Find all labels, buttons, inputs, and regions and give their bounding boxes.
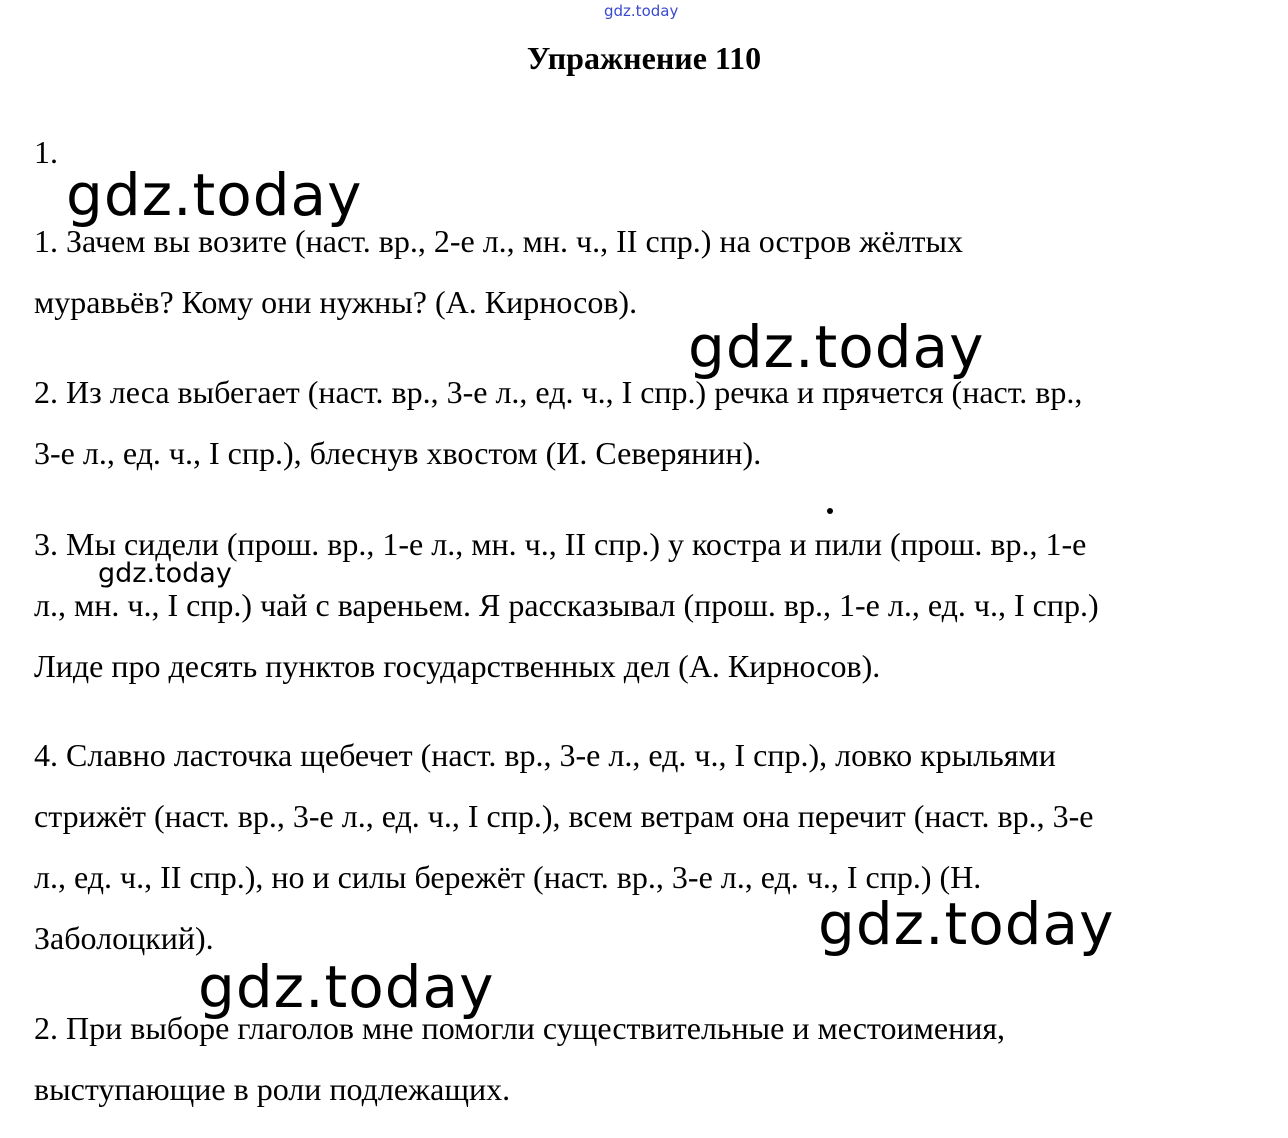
item-3-line-2: л., мн. ч., I спр.) чай с вареньем. Я рассказывал (прош. вр., 1-е л., ед. ч., I спр.): [34, 587, 1099, 623]
watermark-4: gdz.today: [818, 890, 1115, 958]
item-2-line-1: 2. Из леса выбегает (наст. вр., 3-е л., ед. ч., I спр.) речка и прячется (наст. вр.,: [34, 374, 1083, 410]
item-2-line-2: 3-е л., ед. ч., I спр.), блеснув хвостом (И. Северянин).: [34, 435, 762, 471]
section-2-line-2: выступающие в роли подлежащих.: [34, 1071, 511, 1107]
stray-dot: [827, 508, 833, 514]
item-3-line-3: Лиде про десять пунктов государственных дел (А. Кирносов).: [34, 648, 881, 684]
item-1-line-2: муравьёв? Кому они нужны? (А. Кирносов).: [34, 284, 638, 320]
section-1-number: 1.: [34, 134, 58, 170]
item-4-line-2: стрижёт (наст. вр., 3-е л., ед. ч., I спр.), всем ветрам она перечит (наст. вр., 3-е: [34, 798, 1094, 834]
item-4-line-3: л., ед. ч., II спр.), но и силы бережёт (наст. вр., 3-е л., ед. ч., I спр.) (Н.: [34, 859, 982, 895]
watermark-1: gdz.today: [66, 161, 363, 229]
section-2-line-1: 2. При выборе глаголов мне помогли существительные и местоимения,: [34, 1010, 1006, 1046]
item-3-line-1: 3. Мы сидели (прош. вр., 1-е л., мн. ч., II спр.) у костра и пили (прош. вр., 1-е: [34, 526, 1087, 562]
watermark-2: gdz.today: [688, 313, 985, 381]
watermark-5: gdz.today: [198, 953, 495, 1021]
watermark-3: gdz.today: [98, 558, 232, 589]
page-title: Упражнение 110: [526, 40, 762, 76]
item-4-line-1: 4. Славно ласточка щебечет (наст. вр., 3-е л., ед. ч., I спр.), ловко крыльями: [34, 737, 1056, 773]
top-watermark: gdz.today: [604, 2, 679, 20]
item-1-line-1: 1. Зачем вы возите (наст. вр., 2-е л., мн. ч., II спр.) на остров жёлтых: [34, 223, 963, 259]
item-4-line-4: Заболоцкий).: [34, 920, 214, 956]
